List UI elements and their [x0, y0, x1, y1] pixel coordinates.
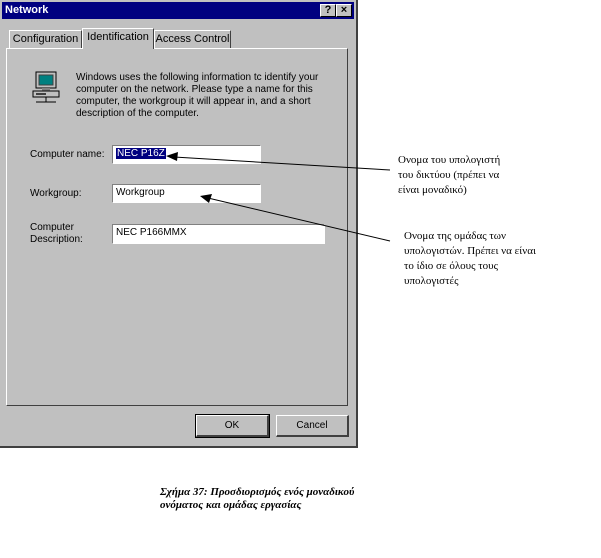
computer-name-value: NEC P16Z: [117, 148, 165, 159]
annotation-line: το ίδιο σε όλους τους: [404, 260, 498, 272]
annotation-line: Ονομα της ομάδας των: [404, 230, 506, 242]
info-text: Windows uses the following information tc identify your computer on the network. Please type a name for this computer, the workgroup it will appear in, and a short description of the computer.: [76, 72, 319, 119]
description-input[interactable]: NEC P166MMX: [112, 224, 325, 244]
workgroup-input[interactable]: Workgroup: [112, 184, 261, 203]
computer-name-annotation: [398, 153, 500, 198]
window-title: Network: [5, 4, 49, 16]
computer-name-input[interactable]: [112, 145, 261, 164]
ok-button[interactable]: OK: [196, 415, 269, 437]
tab-configuration[interactable]: Configuration: [9, 30, 82, 48]
network-dialog: [0, 0, 358, 448]
figure-caption: [160, 486, 354, 512]
caption-line2: ονόματος και ομάδας εργασίας: [160, 499, 302, 511]
description-label-line2: Description:: [30, 234, 83, 245]
annotation-line: Ονομα του υπολογιστή: [398, 154, 501, 166]
description-label-line1: Computer: [30, 222, 74, 233]
computer-name-label: Computer name:: [30, 149, 105, 160]
annotation-line: του δικτύου (πρέπει να: [398, 169, 500, 181]
annotation-line: υπολογιστών. Πρέπει να είναι: [404, 245, 536, 257]
cancel-button[interactable]: Cancel: [276, 415, 349, 437]
help-button[interactable]: ?: [320, 4, 336, 17]
caption-line1: Σχήμα 37: Προσδιορισμός ενός μοναδικού: [160, 486, 355, 498]
annotation-line: υπολογιστές: [404, 275, 459, 287]
close-button[interactable]: ×: [336, 4, 352, 17]
tab-access-control[interactable]: Access Control: [154, 30, 231, 48]
network-computer-icon: [30, 70, 62, 109]
annotation-line: είναι μοναδικό): [398, 184, 467, 196]
workgroup-label: Workgroup:: [30, 188, 82, 199]
tab-identification[interactable]: Identification: [82, 28, 154, 49]
workgroup-annotation: [404, 229, 536, 289]
title-bar: [2, 2, 354, 19]
